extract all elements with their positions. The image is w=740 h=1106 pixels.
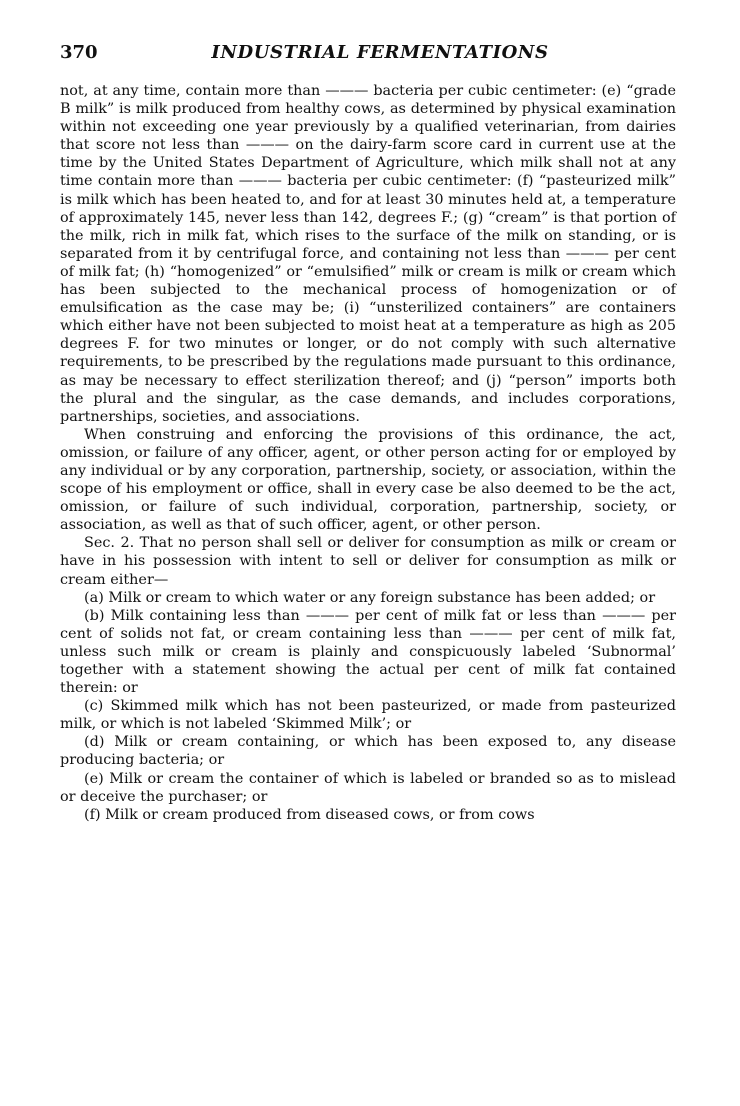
running-title: INDUSTRIAL FERMENTATIONS <box>211 42 549 63</box>
clause-d: (d) Milk or cream containing, or which has been exposed to, any disease producing bacteria; or <box>60 734 676 769</box>
paragraph-section-2: Sec. 2. That no person shall sell or deliver for consumption as milk or cream or have in his possession with intent to sell or deliver for consumption as milk or cream either— <box>60 535 676 588</box>
clause-c: (c) Skimmed milk which has not been pasteurized, or made from pasteurized milk, or which is not labeled ‘Skimmed Milk’; or <box>60 698 676 733</box>
paragraph-definitions-continued: not, at any time, contain more than ——— bacteria per cubic centimeter: (e) “grade B milk” is milk produced from healthy cows, as determined by physical examination within not exceeding one year previously by a qualified veterinarian, from dairies that score not less than ——— on the dairy-farm score card in current use at the time by the United States Department of Agriculture, which milk shall not at any time contain more than ——— bacteria per cubic centimeter: (f) “pasteurized milk” is milk which has been heated to, and for at least 30 minutes held at, a temperature of approximately 145, never less than 142, degrees F.; (g) “cream” is that portion of the milk, rich in milk fat, which rises to the surface of the milk on standing, or is separated from it by centrifugal force, and containing not less than ——— per cent of milk fat; (h) “homogenized” or “emulsified” milk or cream is milk or cream which has been subjected to the mechanical process of homogenization or of emulsification as the case may be; (i) “unsterilized containers” are containers which either have not been subjected to moist heat at a temperature as high as 205 degrees F. for two minutes or longer, or do not comply with such alternative requirements, to be prescribed by the regulations made pursuant to this ordinance, as may be necessary to effect sterilization thereof; and (j) “person” imports both the plural and the singular, as the case demands, and includes corporations, partnerships, societies, and associations. <box>60 83 676 425</box>
running-header <box>60 42 676 70</box>
paragraph-construing-provisions: When construing and enforcing the provisions of this ordinance, the act, omission, or failure of any officer, agent, or other person acting for or employed by any individual or by any corporation, partnership, society, or association, within the scope of his employment or office, shall in every case be also deemed to be the act, omission, or failure of such individual, corporation, partnership, society, or association, as well as that of such officer, agent, or other person. <box>60 426 676 534</box>
clause-e: (e) Milk or cream the container of which is labeled or branded so as to mislead or deceive the purchaser; or <box>60 770 676 805</box>
clause-f: (f) Milk or cream produced from diseased cows, or from cows <box>84 806 535 823</box>
clause-b: (b) Milk containing less than ——— per cent of milk fat or less than ——— per cent of solids not fat, or cream containing less than ——— per cent of milk fat, unless such milk or cream is plainly and conspicuously labeled ‘Subnormal’ together with a statement showing the actual per cent of milk fat contained therein: or <box>60 607 676 697</box>
clause-a: (a) Milk or cream to which water or any foreign substance has been added; or <box>84 589 656 606</box>
body-text <box>60 82 676 824</box>
page-number: 370 <box>60 42 98 63</box>
